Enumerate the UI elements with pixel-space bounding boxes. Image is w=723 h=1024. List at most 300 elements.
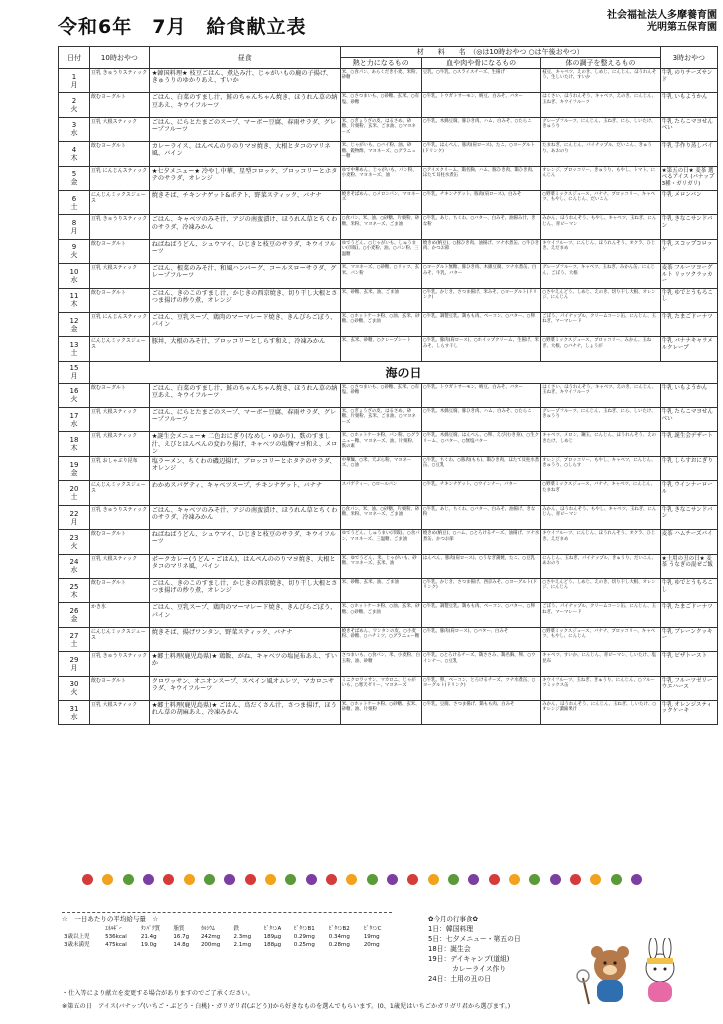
morning-snack: 飲むヨーグルト: [90, 288, 150, 312]
energy-ingredients: さつまいも、○食パン、米、小麦粉、白玉粉、油、砂糖: [340, 652, 421, 676]
col-morning: 10時おやつ: [90, 47, 150, 69]
weekday: 木: [70, 444, 78, 453]
body-ingredients: ○牛乳、トウガトサーモン、納豆、白みそ、バター: [421, 383, 540, 407]
morning-snack: 豆乳 大根スティック: [90, 554, 150, 578]
morning-snack: 飲むヨーグルト: [90, 142, 150, 166]
event-item: 19日：デイキャンプ(道組): [428, 955, 510, 963]
fruit-icon: [550, 874, 561, 885]
nutrition-table: [62, 925, 392, 949]
fruit-icon: [367, 874, 378, 885]
nutrition-value: 2.3mg: [233, 934, 252, 940]
col-afternoon: 3時おやつ: [660, 47, 717, 69]
fruit-icon: [346, 874, 357, 885]
weekday: 土: [70, 493, 78, 502]
nutrition-value: 0.34mg: [328, 934, 350, 940]
nutrition-value: 475kcal: [105, 942, 127, 948]
event-item: 18日：誕生会: [428, 945, 471, 953]
energy-ingredients: 米、玄米、砂糖、○クレープシート: [340, 337, 421, 361]
energy-ingredients: 焼きそばめん、○メロンパン、マヨネーズ: [340, 190, 421, 214]
day-date: [59, 215, 90, 239]
lunch-menu: ねばねばうどん、シュウマイ、ひじきと枝豆のサラダ、キウイフルーツ: [149, 239, 340, 263]
nutrition-header: ﾋﾞﾀﾐﾝB2: [328, 926, 350, 932]
regulate-ingredients: キャベツ、メロン、鋼玉、にんじん、ほうれんそう、えのきたけ、しめじ: [541, 432, 660, 457]
date-number: 2: [71, 97, 77, 106]
col-group2: 血や肉や骨になるもの: [421, 58, 540, 69]
regulate-ingredients: ○さやえんどう、しめじ、えのき、切り干し大根、オレンジ、にんじん: [541, 579, 660, 603]
weekday: 土: [70, 348, 78, 357]
day-date: [59, 603, 90, 627]
body-ingredients: ○牛乳、卵、ベーコン、とろけるチーズ、ツナ水煮缶、○ヨーグルト(ドリンク): [421, 676, 540, 700]
morning-snack: 飲むヨーグルト: [90, 579, 150, 603]
nutrition-value: 0.29mg: [293, 934, 315, 940]
nutrition-header: 脂質: [173, 926, 185, 932]
afternoon-snack: 牛乳 たまごドーナツ: [660, 603, 717, 627]
day-date: [59, 505, 90, 529]
date-number: 16: [69, 387, 79, 396]
afternoon-snack: 牛乳 たまごドーナツ: [660, 312, 717, 336]
day-row: [59, 166, 718, 190]
regulate-ingredients: キウイフルーツ、にんじん、ほうれんそう、オクラ、ひじき、えだまめ: [541, 530, 660, 554]
day-row: [59, 337, 718, 361]
regulate-ingredients: にんじん、玉ねぎ、パイナップル、きゅうり、だいこん、あおのり: [541, 554, 660, 578]
events-title: ✿今月の行事食✿: [428, 915, 478, 923]
bear-mascot-icon: [575, 938, 695, 1008]
holiday-weekday: 月: [70, 372, 78, 381]
energy-ingredients: ゆで中華めん、じゃがいも、パン粉、小麦粉、マヨネーズ、油: [340, 166, 421, 190]
body-ingredients: ○牛乳、豆腐、さつま揚げ、鶏もも肉、白みそ: [421, 700, 540, 724]
events-box: [428, 914, 521, 984]
energy-ingredients: 米、ゆでうどん、米、じゃがいも、砂糖、マヨネーズ、玄米、油: [340, 554, 421, 578]
date-number: 12: [69, 316, 79, 325]
fruit-icon: [82, 874, 93, 885]
body-ingredients: ○牛乳、○とろけるチーズ、鶏ささみ、鶏名胸、卵、○ウインナー、○豆乳: [421, 652, 540, 676]
weekday: 火: [70, 541, 78, 550]
date-number: 26: [69, 607, 79, 616]
day-row: [59, 481, 718, 505]
nutrition-value: 16.7g: [173, 934, 190, 940]
afternoon-snack: 牛乳 のりチーズサンド: [660, 69, 717, 93]
morning-snack: 豆乳 にんじんスティック: [90, 166, 150, 190]
afternoon-snack: 牛乳 メロンパン: [660, 190, 717, 214]
energy-ingredients: 米、○ホットケーキ粉、○油、玄米、砂糖、○砂糖、ごま油: [340, 312, 421, 336]
regulate-ingredients: はくさい、ほうれんそう、キャベツ、えのき、にんじん、玉ねぎ、キウイフルーツ: [541, 383, 660, 407]
col-group1: 熱と力になるもの: [340, 58, 421, 69]
date-number: 1: [71, 72, 77, 81]
afternoon-snack: 牛乳 手作り蒸しパイ: [660, 142, 717, 166]
day-date: [59, 69, 90, 93]
day-date: [59, 676, 90, 700]
afternoon-snack: 牛乳 ピザトースト: [660, 652, 717, 676]
day-date: [59, 627, 90, 651]
nutrition-title: ☆ 一日あたりの平均給与量 ☆: [62, 912, 392, 923]
energy-ingredients: ○食パン、米、油、○砂糖、片栗粉、砂糖、米粉、マヨネーズ、ごま油: [340, 505, 421, 529]
regulate-ingredients: グレープフルーツ、キャベツ、玉ねぎ、みかん缶、にんじん、ごぼう、大根: [541, 264, 660, 288]
body-ingredients: 焼きめ(納豆)、○豚ひき肉、油揚げ、ツナ水煮缶、○牛ひき肉、かつお節: [421, 239, 540, 263]
body-ingredients: はんぺん、豚肉(肩ロース)、○うなぎ蒲焼、たこ、○豆乳: [421, 554, 540, 578]
nutrition-value: 21.4g: [140, 934, 157, 940]
weekday: 木: [70, 300, 78, 309]
fruit-icon: [529, 874, 540, 885]
energy-ingredients: ○食パン、米、油、○砂糖、片栗粉、砂糖、米粉、マヨネーズ、ごま油: [340, 215, 421, 239]
fruit-icon: [509, 874, 520, 885]
day-row: [59, 554, 718, 578]
lunch-menu: ★郷土料理(鹿児島県)★ ごはん、鳥だくさん汁、さつま揚げ、ほうれん草の胡麻あえ、冷凍みかん: [149, 700, 340, 724]
energy-ingredients: 米、じゃがいも、○バイ粉、油、砂糖、穀物酢、マヨネーズ、○グラニュー糖: [340, 142, 421, 166]
day-row: [59, 700, 718, 724]
lunch-menu: ★誕生会メニュー★ 二色おにぎり(なめし・ゆかり)、麩のすまし汁、えびとはんぺんの変わり揚げ、キャベツの塩麹マヨ和え、メロン: [149, 432, 340, 457]
afternoon-snack: ★第五の日★ 麦茶 選べるアイス (バナップ3種・ガリガリ): [660, 166, 717, 190]
morning-snack: 飲むヨーグルト: [90, 383, 150, 407]
date-number: 29: [69, 655, 79, 664]
body-ingredients: ○牛乳、木綿豆腐、豚ひき肉、ハム、白みそ、○たらこ: [421, 117, 540, 141]
energy-ingredients: 焼きそばめん、ワンタンの皮、○小麦粉、砂糖、○ハチミツ、○グラニュー糖: [340, 627, 421, 651]
nutrition-value: 242mg: [200, 934, 221, 940]
regulate-ingredients: グレープフルーツ、にんじん、玉ねぎ、にら、しいたけ、きゅうり: [541, 117, 660, 141]
energy-ingredients: ゆでうどん、しゅうまい(市販)、○食パン、マヨネーズ、三温糖、ごま油: [340, 530, 421, 554]
body-ingredients: ○牛乳、豚肉(肩ロース)、○バター、白みそ: [421, 627, 540, 651]
weekday: 土: [70, 202, 78, 211]
event-item: カレーライス作り: [452, 965, 507, 973]
day-row: [59, 457, 718, 481]
fruit-icon: [224, 874, 235, 885]
date-number: 4: [71, 145, 77, 154]
nutrition-header: [62, 925, 103, 933]
lunch-menu: ごはん、きのこのすまし汁、かじきの西京焼き、切り干し大根とさつま揚げの炒り煮、オレンジ: [149, 288, 340, 312]
body-ingredients: ○牛乳、かじき、さつま揚げ、西京みそ、○ヨーグルト(ドリンク): [421, 579, 540, 603]
lunch-menu: 豚丼、大根のみそ汁、ブロッコリーとしらす和え、冷凍みかん: [149, 337, 340, 361]
nutrition-value: 200mg: [200, 942, 221, 948]
org-line2: 光明第五保育園: [647, 22, 717, 33]
note-1: ・仕入等により献立を変更する場合がありますのでご了承ください。: [62, 990, 254, 997]
regulate-ingredients: ごぼう、パイナップル、クリームコーン缶、にんじん、玉ねぎ、マーマレード: [541, 312, 660, 336]
day-row: [59, 190, 718, 214]
nutrition-value: 536kcal: [105, 934, 127, 940]
morning-snack: 豆乳 大根スティック: [90, 700, 150, 724]
weekday: 月: [70, 517, 78, 526]
day-date: [59, 700, 90, 724]
body-ingredients: ○牛乳、調製豆乳、鶏もも肉、ベーコン、○バター、○卵: [421, 603, 540, 627]
page-title: 令和6年 7月 給食献立表: [58, 16, 307, 38]
nutrition-header: ﾀﾝﾊﾟｸ質: [140, 926, 161, 932]
body-ingredients: ○牛乳、かじき、さつま揚げ、米みそ、○ヨーグルト(ドリンク): [421, 288, 540, 312]
lunch-menu: ★韓国料理★ 枝豆ごはん、煮込み汁、じゃがいもの鹿の子揚げ、きゅうりのゆかりあえ、すいか: [149, 69, 340, 93]
nutrition-value: 3歳以上児: [64, 934, 90, 940]
fruit-icon: [611, 874, 622, 885]
menu-table: [58, 46, 718, 725]
day-row: [59, 69, 718, 93]
day-row: [59, 408, 718, 432]
fruit-icon: [265, 874, 276, 885]
day-row: [59, 215, 718, 239]
nutrition-header: 鉄: [233, 926, 240, 932]
lunch-menu: ポークカレー(うどん・ごはん)、はんぺんののりマヨ焼き、大根とタコのマリネ風、パイン: [149, 554, 340, 578]
body-ingredients: ○牛乳、トウガトサーモン、納豆、白みそ、バター: [421, 93, 540, 117]
day-row: [59, 676, 718, 700]
nutrition-row: [62, 933, 392, 941]
lunch-menu: ごはん、白菜のすまし汁、鮭のちゃんちゃん焼き、ほうれん草の納豆あえ、キウイフルーツ: [149, 383, 340, 407]
fruit-icon: [570, 874, 581, 885]
day-row: [59, 239, 718, 263]
morning-snack: 豆乳 きゅうりスティック: [90, 215, 150, 239]
fruit-icon: [448, 874, 459, 885]
afternoon-snack: 牛乳 ブレーンクッキー: [660, 627, 717, 651]
event-item: 5日：七夕メニュー・第五の日: [428, 935, 521, 943]
menu-body: [59, 69, 718, 725]
date-number: 9: [71, 243, 77, 252]
energy-ingredients: 米、○ホットケーキ粉、パン粉、○グラニュー糖、マヨネーズ、油、片栗粉、麩の素: [340, 432, 421, 457]
day-date: [59, 239, 90, 263]
morning-snack: 飲むヨーグルト: [90, 93, 150, 117]
weekday: 月: [70, 227, 78, 236]
lunch-menu: カレーライス、はんぺんのりのりマヨ焼き、大根とタコのマリネ風、バイン: [149, 142, 340, 166]
regulate-ingredients: みかん、ほうれんそう、にんじん、玉ねぎ、しいたけ、○オレンジ濃縮果汁: [541, 700, 660, 724]
event-item: 1日：韓国料理: [428, 925, 474, 933]
holiday-row: [59, 361, 718, 383]
date-number: 24: [69, 558, 79, 567]
fruit-icon: [102, 874, 113, 885]
energy-ingredients: ゆでうどん、○じゃがいも、しゅうまい(市販)、○小麦粉、油、○パン粉、三温糖: [340, 239, 421, 263]
col-date: 日付: [59, 47, 90, 69]
day-row: [59, 652, 718, 676]
body-ingredients: 焼きめ(納豆)、○ハム、○とろけるチーズ、油揚げ、ツナ水煮缶、かつお節: [421, 530, 540, 554]
date-number: 20: [69, 485, 79, 494]
day-date: [59, 312, 90, 336]
morning-snack: 豆乳 きゅうりスティック: [90, 652, 150, 676]
nutrition-value: 19.0g: [140, 942, 157, 948]
day-date: [59, 337, 90, 361]
fruit-icon: [204, 874, 215, 885]
nutrition-header: ﾋﾞﾀﾐﾝC: [363, 926, 382, 932]
nutrition-value: 14.8g: [173, 942, 190, 948]
regulate-ingredients: 枝豆、キャベツ、えのき、しめじ、にんじん、ほうれんそう、生しいたけ、すいか: [541, 69, 660, 93]
day-date: [59, 117, 90, 141]
lunch-menu: ごはん、キャベツのみそ汁、アジの南蛮漬け、ほうれん草とちくわのサラダ、冷凍みかん: [149, 505, 340, 529]
energy-ingredients: ミニクロワッサン、マカロニ、じゃがいも、○寒天ゼリー、マヨネーズ: [340, 676, 421, 700]
energy-ingredients: 米、砂糖、玄米、油、ごま油: [340, 579, 421, 603]
fruit-icon: [590, 874, 601, 885]
regulate-ingredients: キウイフルーツ、にんじん、ほうれんそう、オクラ、ひじき、えだまめ: [541, 239, 660, 263]
nutrition-value: 2.1mg: [233, 942, 252, 948]
lunch-menu: ごはん、きのこのすまし汁、かじきの西京焼き、切り干し大根とさつま揚げの炒り煮、オレンジ: [149, 579, 340, 603]
day-row: [59, 627, 718, 651]
date-number: 10: [69, 267, 79, 276]
body-ingredients: ○牛乳、チキンナゲット、○ウインナー、バター: [421, 481, 540, 505]
morning-snack: 飲むヨーグルト: [90, 239, 150, 263]
body-ingredients: ○アイスクリーム、鶏名胸、ハム、豚ひき肉、鶏ひき肉、ほたて貝柱水煮缶: [421, 166, 540, 190]
morning-snack: 飲むヨーグルト: [90, 530, 150, 554]
energy-ingredients: 米、○ぎょうざの皮、はるさめ、砂糖、片栗粉、玄米、ごま油、○マヨネーズ: [340, 117, 421, 141]
morning-snack: にんじんミックスジュース: [90, 190, 150, 214]
day-date: [59, 457, 90, 481]
org-line1: 社会福祉法人多摩養育園: [607, 10, 717, 21]
weekday: 火: [70, 688, 78, 697]
lunch-menu: 塩ラーメン、ちくわの磯辺揚げ、ブロッコリーとホタテのサラダ、オレンジ: [149, 457, 340, 481]
header: [58, 10, 717, 44]
morning-snack: 豆乳 きゅうりスティック: [90, 69, 150, 93]
body-ingredients: ○牛乳、チキンナゲット、豚肉(肩ロース)、白みそ: [421, 190, 540, 214]
day-date: [59, 530, 90, 554]
day-row: [59, 264, 718, 288]
fruit-icon: [245, 874, 256, 885]
body-ingredients: ○牛乳、豚肉(肩ロース)、○ホイップクリーム、生揚げ、米みそ、しらす干し: [421, 337, 540, 361]
nutrition-value: 188μg: [263, 942, 282, 948]
regulate-ingredients: キャベツ、すいか、にんじん、青ピーマン、しいたけ、塩昆布: [541, 652, 660, 676]
lunch-menu: 焼きそば、揚げワンタン、野菜スティック、バナナ: [149, 627, 340, 651]
lunch-menu: ごはん、根菜のみそ汁、和風ハンバーグ、コールスローサラダ、グレープフルーツ: [149, 264, 340, 288]
date-number: 23: [69, 533, 79, 542]
weekday: 土: [70, 639, 78, 648]
day-date: [59, 264, 90, 288]
afternoon-snack: 牛乳 ゆでとうもろこし: [660, 288, 717, 312]
body-ingredients: ○牛乳、木綿豆腐、豚ひき肉、ハム、白みそ、○たらこ: [421, 408, 540, 432]
lunch-menu: ★郷土料理(鹿児島県)★ 鶏飯、がね、キャベツの塩昆布あえ、すいか: [149, 652, 340, 676]
afternoon-snack: 牛乳 誕生会デザート: [660, 432, 717, 457]
day-date: [59, 579, 90, 603]
holiday-date: [59, 361, 90, 383]
day-date: [59, 142, 90, 166]
energy-ingredients: 米、○ホットケーキ粉、○砂糖、玄米、砂糖、油、片栗粉: [340, 700, 421, 724]
morning-snack: にんじんミックスジュース: [90, 337, 150, 361]
fruit-decoration: [82, 874, 642, 888]
regulate-ingredients: たまねぎ、にんじん、パイナップル、だいこん、きゅうり、あおのり: [541, 142, 660, 166]
morning-snack: かき氷: [90, 603, 150, 627]
day-row: [59, 288, 718, 312]
weekday: 水: [70, 129, 78, 138]
lunch-menu: ごはん、豆乳スープ、鶏肉のマーマレード焼き、きんぴらごぼう、パイン: [149, 603, 340, 627]
morning-snack: にんじんミックスジュース: [90, 481, 150, 505]
fruit-icon: [163, 874, 174, 885]
lunch-menu: ごはん、豆乳スープ、鶏肉のマーマレード焼き、きんぴらごぼう、パイン: [149, 312, 340, 336]
day-date: [59, 652, 90, 676]
morning-snack: 豆乳 おしゃぶり昆布: [90, 457, 150, 481]
date-number: 18: [69, 436, 79, 445]
day-date: [59, 166, 90, 190]
day-date: [59, 93, 90, 117]
afternoon-snack: 牛乳 スコップコロッケ: [660, 239, 717, 263]
afternoon-snack: 牛乳 しらすおにぎり: [660, 457, 717, 481]
fruit-icon: [489, 874, 500, 885]
date-number: 13: [69, 340, 79, 349]
holiday-date-num: 15: [69, 364, 79, 373]
lunch-menu: ★七夕メニュー★ 冷やし中華、星型コロッケ、ブロッコリーとホタテのサラダ、オレンジ: [149, 166, 340, 190]
date-number: 22: [69, 509, 79, 518]
body-ingredients: ○牛乳、木綿豆腐、はんぺん、○卵、えび(むき身)、○生クリーム、○バター、○無塩バター: [421, 432, 540, 457]
date-number: 5: [71, 170, 77, 179]
day-date: [59, 288, 90, 312]
lunch-menu: ねばねばうどん、シュウマイ、ひじきと枝豆のサラダ、キウイフルーツ: [149, 530, 340, 554]
energy-ingredients: 中華麺、○米、天ぷら粉、マヨネーズ、○油: [340, 457, 421, 481]
fruit-icon: [631, 874, 642, 885]
weekday: 水: [70, 275, 78, 284]
afternoon-snack: ★土用の丑の日★ 麦茶 うなぎの混ぜご飯: [660, 554, 717, 578]
nutrition-value: 0.28mg: [328, 942, 350, 948]
nutrition-header: ｶﾙｼｳﾑ: [200, 926, 215, 932]
nutrition-header: ﾋﾞﾀﾐﾝB1: [293, 926, 315, 932]
date-number: 27: [69, 631, 79, 640]
day-date: [59, 383, 90, 407]
date-number: 8: [71, 219, 77, 228]
day-row: [59, 312, 718, 336]
nutrition-value: 19mg: [363, 934, 380, 940]
day-row: [59, 505, 718, 529]
fruit-icon: [184, 874, 195, 885]
regulate-ingredients: オレンジ、ブロッコリー、きゅうり、もやし、トマト、にんじん: [541, 166, 660, 190]
morning-snack: 飲むヨーグルト: [90, 676, 150, 700]
fruit-icon: [123, 874, 134, 885]
lunch-menu: ごはん、キャベツのみそ汁、アジの南蛮漬け、ほうれん草とちくわのサラダ、冷凍みかん: [149, 215, 340, 239]
body-ingredients: ○ヨーグルト無糖、豚ひき肉、木綿豆腐、ツナ水煮缶、白みそ、牛乳、バター: [421, 264, 540, 288]
energy-ingredients: 米、○食パン、あらくだき小麦、米粉、砂糖: [340, 69, 421, 93]
day-date: [59, 190, 90, 214]
morning-snack: にんじんミックスジュース: [90, 627, 150, 651]
afternoon-snack: 牛乳 たらこマヨせんべい: [660, 117, 717, 141]
fruit-icon: [285, 874, 296, 885]
day-row: [59, 142, 718, 166]
energy-ingredients: スパゲティー、○ロールパン: [340, 481, 421, 505]
regulate-ingredients: ○野菜ミックスジュース、ブロッコリー、みかん、玉ねぎ、大根、○バナナ、しょうが: [541, 337, 660, 361]
morning-snack: 豆乳 大根スティック: [90, 432, 150, 457]
nutrition-value: 189μg: [263, 934, 282, 940]
fruit-icon: [387, 874, 398, 885]
body-ingredients: ○牛乳、はんぺん、豚肉(肩ロース)、たこ、○ヨーグルト(ドリンク): [421, 142, 540, 166]
lunch-menu: ごはん、にらとたまごのスープ、マーボー豆腐、春雨サラダ、グレープフルーツ: [149, 117, 340, 141]
regulate-ingredients: みかん、ほうれんそう、もやし、キャベツ、玉ねぎ、にんじん、青ピーマン: [541, 215, 660, 239]
regulate-ingredients: ○野菜ミックスジュース、バナナ、ブロッコリー、キャベツ、もやし、にんじん: [541, 627, 660, 651]
day-row: [59, 432, 718, 457]
lunch-menu: ごはん、にらとたまごのスープ、マーボー豆腐、春雨サラダ、グレープフルーツ: [149, 408, 340, 432]
fruit-icon: [143, 874, 154, 885]
weekday: 火: [70, 251, 78, 260]
col-ingredients: 材 料 名 （◎は10時おやつ ○は午後おやつ）: [340, 47, 660, 58]
day-date: [59, 408, 90, 432]
date-number: 30: [69, 680, 79, 689]
regulate-ingredients: ごぼう、パイナップル、クリームコーン缶、にんじん、玉ねぎ、マーマレード: [541, 603, 660, 627]
energy-ingredients: 米、○ぎょうざの皮、はるさめ、砂糖、片栗粉、玄米、ごま油、○マヨネーズ: [340, 408, 421, 432]
nutrition-header: ｴﾈﾙｷﾞｰ: [105, 926, 122, 932]
fruit-icon: [428, 874, 439, 885]
energy-ingredients: 米、砂糖、玄米、油、ごま油: [340, 288, 421, 312]
nutrition-value: 20mg: [363, 942, 380, 948]
fruit-icon: [407, 874, 418, 885]
weekday: 金: [70, 615, 78, 624]
holiday-name: 海の日: [385, 365, 422, 380]
afternoon-snack: 麦茶 ハムチーズパイ: [660, 530, 717, 554]
weekday: 火: [70, 105, 78, 114]
col-lunch: 昼食: [149, 47, 340, 69]
day-row: [59, 603, 718, 627]
regulate-ingredients: キウイフルーツ、玉ねぎ、きゅうり、にんじん、○フルーツミックス缶: [541, 676, 660, 700]
body-ingredients: ○牛乳、あじ、ちくわ、○バター、白みそ、油揚み汁、きな粉: [421, 215, 540, 239]
weekday: 水: [70, 419, 78, 428]
afternoon-snack: 牛乳 バナナキャラメルクレープ: [660, 337, 717, 361]
day-row: [59, 117, 718, 141]
weekday: 木: [70, 153, 78, 162]
afternoon-snack: 牛乳 いもようかん: [660, 93, 717, 117]
weekday: 金: [70, 178, 78, 187]
weekday: 月: [70, 80, 78, 89]
afternoon-snack: 牛乳 たらこマヨせんべい: [660, 408, 717, 432]
nutrition-row: [62, 941, 392, 949]
holiday-cell: [90, 361, 718, 383]
regulate-ingredients: グレープフルーツ、にんじん、玉ねぎ、にら、しいたけ、きゅうり: [541, 408, 660, 432]
lunch-menu: クロワッサン、オニオンスープ、スペイン風オムレツ、マカロニサラダ、キウイフルーツ: [149, 676, 340, 700]
body-ingredients: 豆乳、○牛乳、○スライスチーズ、生揚げ: [421, 69, 540, 93]
day-row: [59, 579, 718, 603]
nutrition-header: ﾋﾞﾀﾐﾝA: [263, 926, 282, 932]
date-number: 19: [69, 460, 79, 469]
energy-ingredients: 米、○さつまいも、○砂糖、玄米、○有塩、砂糖: [340, 383, 421, 407]
body-ingredients: ○牛乳、あじ、ちくわ、○バター、白みそ、油揚げ、きな粉: [421, 505, 540, 529]
